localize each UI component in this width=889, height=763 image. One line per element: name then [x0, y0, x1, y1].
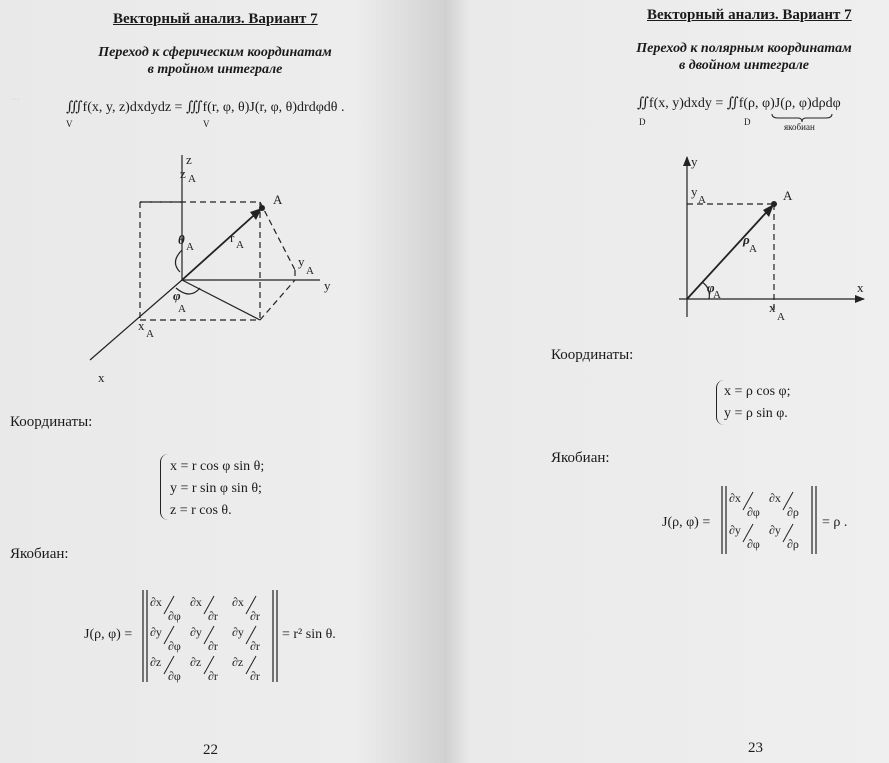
radius-vector: [687, 204, 774, 299]
matrix-numerator: ∂z: [232, 655, 244, 669]
svg-text:A: A: [146, 328, 154, 340]
coord-y: y = ρ sin φ.: [724, 406, 788, 421]
left-coordinates-heading: Координаты:: [10, 414, 93, 430]
y-axis-label: y: [691, 154, 698, 169]
double-integral-formula: ∬f(x, y)dxdy = ∬f(ρ, φ)J(ρ, φ)dρdφ: [637, 96, 841, 111]
theta-label: θ: [178, 232, 185, 247]
coord-x: x = ρ cos φ;: [724, 384, 791, 399]
projection-line: [182, 280, 260, 320]
right-coordinates-heading: Координаты:: [551, 347, 634, 363]
matrix-denominator: ∂φ: [168, 639, 181, 653]
projection-box: [140, 202, 295, 320]
y-axis-label: y: [324, 278, 331, 293]
right-subtitle-line2: в двойном интеграле: [679, 58, 809, 73]
matrix-denominator: ∂ρ: [787, 537, 799, 551]
matrix-denominator: ∂r: [208, 669, 218, 683]
right-jacobian-lhs: J(ρ, φ) =: [662, 515, 711, 530]
matrix-denominator: ∂r: [208, 609, 218, 623]
matrix-denominator: ∂ρ: [787, 505, 799, 519]
theta-arc: [175, 250, 182, 272]
matrix-numerator: ∂y: [150, 625, 162, 639]
left-jacobian-rhs: = r² sin θ.: [282, 627, 336, 642]
point-a-label: A: [273, 192, 283, 207]
rho-label: ρ: [743, 232, 750, 247]
matrix-numerator: ∂y: [190, 625, 202, 639]
matrix-numerator: ∂x: [729, 491, 741, 505]
matrix-denominator: ∂r: [250, 639, 260, 653]
left-page-subtitle: [60, 44, 370, 78]
right-coordinates-system: [724, 381, 791, 425]
ya-label: y: [298, 254, 305, 269]
left-jacobian-lhs: J(ρ, φ) =: [84, 627, 133, 642]
triple-integral-domain-rhs: V: [203, 119, 210, 129]
matrix-denominator: ∂φ: [168, 669, 181, 683]
svg-text:A: A: [236, 239, 244, 251]
jacobian-matrix-3x3: [140, 588, 280, 684]
right-page: [444, 0, 889, 763]
left-coords-brace: [160, 454, 169, 520]
phi-label: φ: [173, 288, 181, 303]
right-page-subtitle: [594, 40, 889, 74]
svg-text:A: A: [178, 303, 186, 315]
jacobian-matrix-2x2: [719, 484, 819, 556]
right-jacobian-rhs: = ρ .: [822, 515, 848, 530]
svg-text:A: A: [188, 173, 196, 185]
za-label: z: [180, 166, 186, 181]
svg-text:A: A: [698, 194, 706, 206]
jacobian-underbrace-label: якобиан: [784, 122, 815, 132]
right-page-title: Векторный анализ. Вариант 7: [647, 7, 852, 23]
ya-label: y: [691, 184, 698, 199]
phi-label: φ: [707, 280, 715, 295]
left-subtitle-line2: в тройном интеграле: [147, 62, 283, 77]
matrix-numerator: ∂y: [729, 523, 741, 537]
r-label: r: [230, 230, 235, 245]
double-integral-domain-rhs: D: [744, 117, 751, 127]
x-axis: [90, 280, 182, 360]
matrix-denominator: ∂φ: [747, 537, 760, 551]
matrix-numerator: ∂x: [190, 595, 202, 609]
triple-integral-formula: ∭f(x, y, z)dxdydz = ∭f(r, φ, θ)J(r, φ, θ)drdφdθ .: [66, 100, 345, 115]
matrix-denominator: ∂φ: [747, 505, 760, 519]
left-page-title: Векторный анализ. Вариант 7: [113, 11, 318, 27]
matrix-numerator: ∂z: [190, 655, 202, 669]
left-subtitle-line1: Переход к сферическим координатам: [98, 45, 332, 60]
radius-vector: [182, 208, 262, 280]
xa-label: x: [769, 300, 776, 315]
double-integral-domain-lhs: D: [639, 117, 646, 127]
x-axis-label: x: [857, 280, 864, 295]
coord-y: y = r sin φ sin θ;: [170, 481, 262, 496]
matrix-numerator: ∂x: [232, 595, 244, 609]
point-a-marker: [259, 205, 265, 211]
right-coords-brace: [716, 380, 724, 425]
x-axis-label: x: [98, 370, 105, 385]
matrix-denominator: ∂r: [250, 609, 260, 623]
left-page: ... Векторный анализ. Вариант 7 Переход к сферическим координатам в тройном интеграле ∭f(x, y, z)dxdydz = ∭f(r, φ, θ)J(r, φ, θ)drdφdθ . V V z z A A θ A r A φ A y A y x A x Координаты: x = r cos φ sin θ; y = r sin φ sin θ; z = r cos θ. Якобиан: J(ρ, φ) = ∂x ∂φ ∂x ∂r ∂x ∂r ∂y ∂φ ∂y ∂r ∂y ∂r ∂z ∂φ ∂z ∂r ∂z ∂r = r² sin θ. 22: [0, 0, 444, 763]
svg-text:A: A: [306, 265, 314, 277]
point-a-label: A: [783, 188, 793, 203]
matrix-denominator: ∂r: [250, 669, 260, 683]
left-jacobian-heading: Якобиан:: [10, 546, 69, 562]
matrix-numerator: ∂y: [769, 523, 781, 537]
matrix-denominator: ∂r: [208, 639, 218, 653]
right-page-number: 23: [748, 740, 763, 756]
point-a-marker: [771, 201, 777, 207]
svg-text:A: A: [777, 311, 785, 323]
matrix-denominator: ∂φ: [168, 609, 181, 623]
svg-text:A: A: [186, 241, 194, 253]
triple-integral-domain-lhs: V: [66, 119, 73, 129]
right-jacobian-heading: Якобиан:: [551, 450, 610, 466]
matrix-numerator: ∂x: [769, 491, 781, 505]
svg-text:A: A: [749, 243, 757, 255]
spherical-coordinates-figure: [80, 150, 340, 390]
matrix-numerator: ∂x: [150, 595, 162, 609]
matrix-numerator: ∂y: [232, 625, 244, 639]
coord-z: z = r cos θ.: [170, 503, 232, 518]
left-page-number: 22: [203, 742, 218, 758]
right-subtitle-line1: Переход к полярным координатам: [636, 41, 852, 56]
matrix-numerator: ∂z: [150, 655, 162, 669]
xa-label: x: [138, 318, 145, 333]
polar-coordinates-figure: [669, 152, 869, 327]
left-coordinates-system: [170, 456, 264, 522]
coord-x: x = r cos φ sin θ;: [170, 459, 265, 474]
z-axis-label: z: [186, 152, 192, 167]
svg-text:A: A: [713, 289, 721, 301]
